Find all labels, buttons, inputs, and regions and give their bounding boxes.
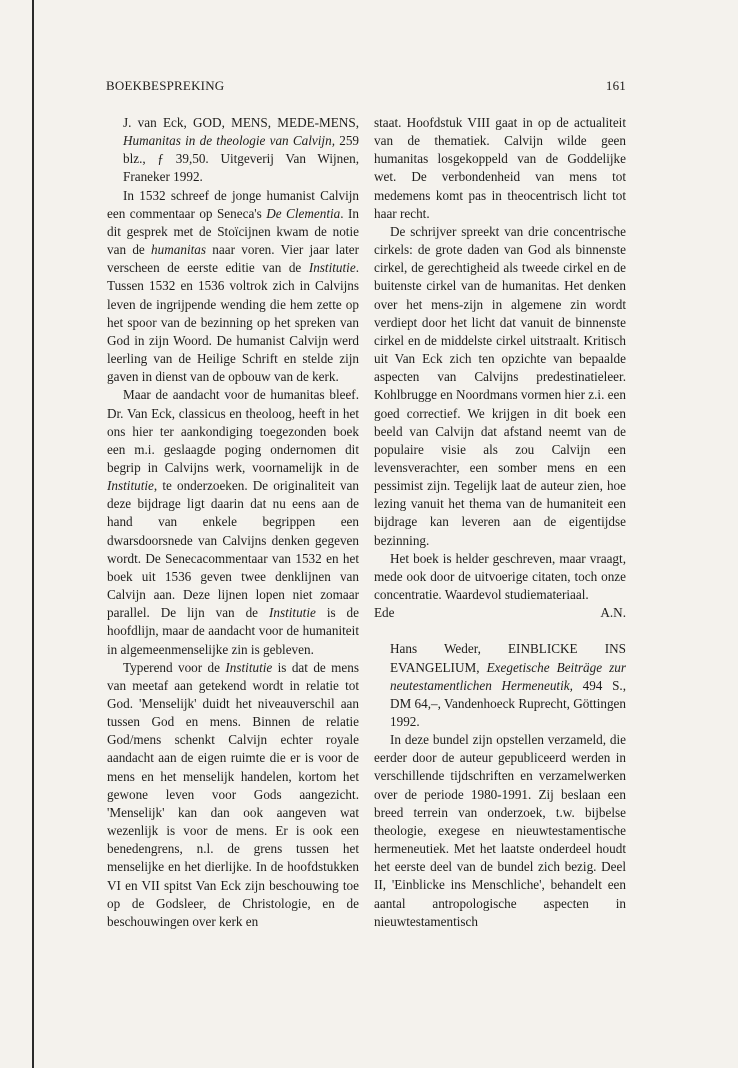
review1-paragraph-5: Het boek is helder geschreven, maar vraagt, mede ook door de uitvoerige citaten, toch onze concentratie. Waardevol studiemateriaal.	[374, 550, 626, 603]
text-run: Maar de aandacht voor de humanitas bleef. Dr. Van Eck, classicus en theoloog, heeft in het ons hier ter aankondiging toegezonden boek een m.i. geslaagde poging ondernomen dit begrip in Calvijns werk, voornamelijk in de	[107, 387, 359, 475]
review2-biblio-subtitle: Exegetische Beiträge zur neutestamentlichen Hermeneutik,	[390, 659, 626, 693]
review1-paragraph-2	[107, 386, 359, 658]
text-run: In 1532 schreef de jonge humanist Calvijn een commentaar op Seneca's	[107, 187, 359, 221]
review1-biblio-author-title: J. van Eck, GOD, MENS, MEDE-MENS,	[123, 115, 359, 130]
review1-place: Ede	[374, 605, 395, 621]
text-run-italic: Institutie	[268, 605, 316, 621]
column-right	[374, 114, 626, 931]
review1-paragraph-3-continued: staat. Hoofdstuk VIII gaat in op de actualiteit van de thematiek. Calvijn wilde geen humanitas losgekoppeld van de Goddelijke wet. De verbondenheid van mens tot medemens komt pas in theocentrisch licht tot haar recht.	[374, 115, 626, 221]
text-run-italic: humanitas	[151, 242, 206, 258]
text-run-italic: De Clementia	[266, 205, 341, 221]
review1-biblio-details: 259 blz., ƒ 39,50. Uitgeverij Van Wijnen, Franeker 1992.	[123, 133, 360, 185]
review2-biblio-details: 494 S., DM 64,–, Vandenhoeck Ruprecht, Göttingen 1992.	[390, 677, 626, 729]
column-left	[107, 114, 359, 931]
text-run: naar voren. Vier jaar later verscheen de eerste editie van de	[107, 242, 359, 276]
review1-biblio-subtitle: Humanitas in de theologie van Calvijn,	[123, 133, 335, 149]
review1-bibliography	[123, 114, 359, 187]
review2-paragraph-1: In deze bundel zijn opstellen verzameld, die eerder door de auteur gepubliceerd werden in verschillende tijdschriften en verzamelwerken over de periode 1980-1991. Zij beslaan een breed terrein van onderzoek, t.w. bijbelse theologie, exegese en nieuwtestamentische hermeneutiek. Met het laatste onderdeel houdt het eerste deel van de bundel zich bezig. Deel II, 'Einblicke ins Menschliche', behandelt een aantal antropologische aspecten in nieuwtestamentisch	[374, 732, 626, 929]
text-run: is dat de mens van meetaf aan getekend wordt in relatie tot God. 'Menselijk' duidt het niveauverschil aan tussen God en mens. Binnen de relatie God/mens schenkt Calvijn echter royale aandacht aan de eigen ruimte die er is voor de mens en het menselijk handelen, kortom het gewone leven voor Gods aangezicht. 'Menselijk' kan dan ook aangeven wat wezenlijk is voor de mens. Er is ook een benedengrens, n.l. de grens tussen het menselijke en het dierlijke. In de hoofdstukken VI en VII spitst Van Eck zijn beschouwing toe op de Godsleer, de Christologie, en de beschouwingen over kerk en	[107, 659, 359, 929]
review1-paragraph-1	[107, 187, 359, 387]
text-run-italic: Institutie	[225, 659, 273, 675]
section-title: BOEKBESPREKING	[106, 78, 225, 93]
text-run: Typerend voor de	[123, 659, 226, 675]
text-run-italic: Institutie	[107, 478, 154, 494]
page-edge-line	[32, 0, 34, 1068]
review1-signature	[374, 604, 626, 622]
review1-initials: A.N.	[600, 605, 626, 621]
text-run: . Tussen 1532 en 1536 voltrok zich in Calvijns leven de ingrijpende wending die hem zette op het spoor van de bezinning op het spreken van God in zijn Woord. De humanist Calvijn werd leerling van de Heilige Schrift en stelde zijn gaven in dienst van de opbouw van de kerk.	[107, 260, 359, 385]
text-run: is de hoofdlijn, maar de aandacht voor de humaniteit in algemeenmenselijke zin is gebleven.	[107, 605, 359, 657]
text-run-italic: Institutie	[308, 260, 356, 276]
review1-paragraph-4: De schrijver spreekt van drie concentrische cirkels: de grote daden van God als binnenste cirkel, de gerechtigheid als tweede cirkel en de buitenste cirkel van de humanitas. Het denken over het mens-zijn in algemene zin wordt verdiept door het licht dat vanuit de binnenste cirkel en de middelste cirkel uitstraalt. Kritisch uit Van Eck zich ten opzichte van bepaalde aspecten van Calvijns predestinatieleer. Kohlbrugge en Noordmans vormen hier z.i. een goed correctief. We krijgen in dit boek een beeld van Calvijn dat afstand neemt van de populaire visie als zou Calvijn een levensverachter, een somber mens en een pessimist zijn. Tegelijk laat de auteur zien, hoe lezing vanuit het thema van de humaniteit een bijdrage kan leveren aan de eigentijdse bezinning.	[374, 223, 626, 548]
review1-paragraph-3	[107, 659, 359, 931]
text-run: , te onderzoeken. De originaliteit van deze bijdrage ligt daarin dat nu eens aan de hand van enkele begrippen een dwarsdoorsnede van Calvijns denken gegeven wordt. De Senecacommentaar van 1532 en het boek uit 1536 geven twee denklijnen van Calvijn aan. Deze lijnen lopen niet zomaar parallel. De lijn van de	[107, 478, 359, 621]
review2-bibliography	[390, 640, 626, 731]
running-header	[106, 78, 626, 96]
text-run: . In dit gesprek met de Stoïcijnen kwam de notie van de	[107, 205, 359, 258]
review2-biblio-author-title: Hans Weder, EINBLICKE INS EVANGELIUM,	[390, 641, 626, 675]
page-number: 161	[605, 78, 626, 93]
